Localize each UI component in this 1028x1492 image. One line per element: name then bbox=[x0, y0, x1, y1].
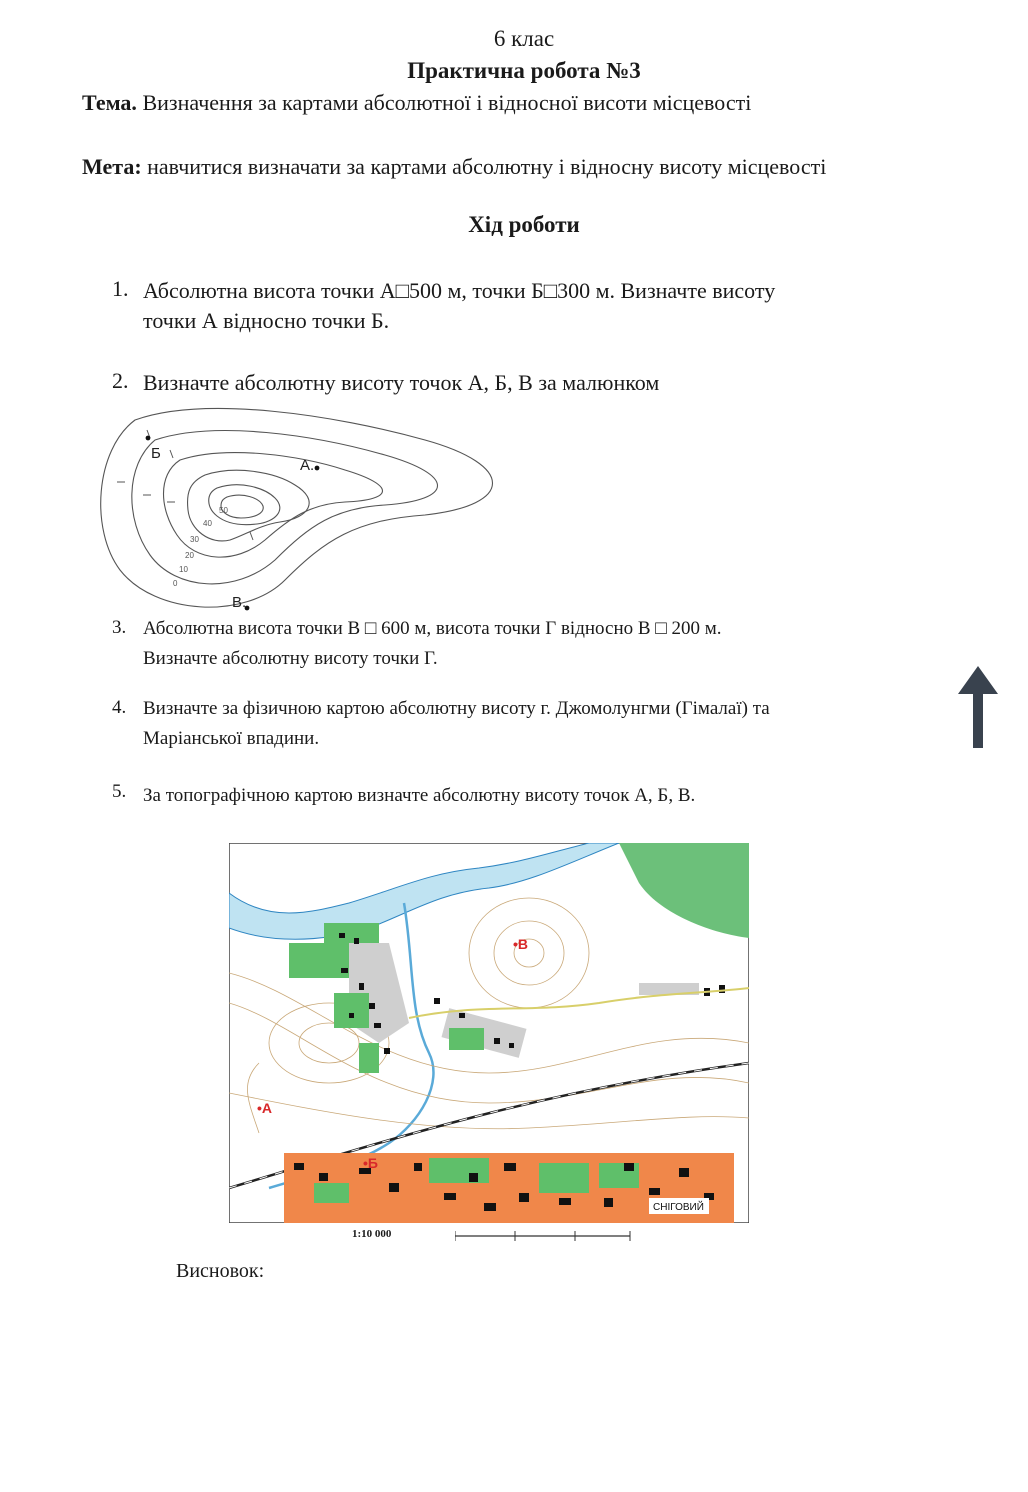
contour-label: 40 bbox=[203, 519, 212, 528]
task-text bbox=[143, 276, 775, 336]
contour-label: 20 bbox=[185, 551, 194, 560]
topic-text: Визначення за картами абсолютної і відносної висоти місцевості bbox=[142, 90, 752, 115]
steps-heading: Хід роботи bbox=[468, 212, 580, 237]
point-label-v: В. bbox=[232, 594, 247, 611]
goal-text: навчитися визначати за картами абсолютну і відносну висоту місцевості bbox=[147, 154, 827, 179]
topic-label: Тема. bbox=[82, 90, 137, 115]
contour-diagram bbox=[95, 400, 515, 620]
contour-line bbox=[188, 470, 310, 541]
contour-label: 50 bbox=[219, 506, 228, 515]
task-line: Визначте абсолютну висоту точок А, Б, В за малюнком bbox=[143, 370, 660, 395]
task-line: Визначте за фізичною картою абсолютну висоту г. Джомолунгми (Гімалаї) та bbox=[143, 698, 770, 719]
contour-label: 30 bbox=[190, 535, 199, 544]
goal-label: Мета: bbox=[82, 154, 142, 179]
conclusion-label: Висновок: bbox=[176, 1260, 265, 1282]
point-marker bbox=[146, 436, 151, 441]
task-number: 2. bbox=[112, 368, 129, 393]
point-label-a: А. bbox=[300, 457, 315, 474]
page-title: Практична робота №3 bbox=[407, 58, 641, 83]
topic bbox=[82, 90, 751, 116]
goal bbox=[82, 153, 912, 181]
scale-bar bbox=[455, 1226, 635, 1246]
map-point-v: •В bbox=[513, 936, 529, 952]
contour-line bbox=[209, 485, 280, 525]
grade: 6 клас bbox=[493, 26, 555, 51]
map-point-a: •А bbox=[257, 1100, 273, 1116]
task-line: Абсолютна висота точки А□500 м, точки Б□300 м. Визначте висоту bbox=[143, 278, 776, 303]
task-number: 4. bbox=[112, 697, 127, 718]
task-number: 1. bbox=[112, 276, 129, 301]
town-snigovyi bbox=[284, 1153, 734, 1223]
point-label-b: Б bbox=[151, 445, 161, 462]
scroll-up-arrow-icon[interactable] bbox=[958, 666, 998, 748]
task-text bbox=[143, 694, 770, 754]
map-point-b: •Б bbox=[363, 1155, 378, 1171]
task-line: Маріанської впадини. bbox=[143, 728, 320, 749]
task-text bbox=[143, 614, 722, 674]
task-line: точки А відносно точки Б. bbox=[143, 308, 390, 333]
contour-line bbox=[132, 431, 438, 584]
task-line: За топографічною картою визначте абсолютну висоту точок А, Б, В. bbox=[143, 785, 696, 806]
task-text bbox=[143, 781, 695, 811]
village-label: СНІГОВИЙ bbox=[653, 1202, 704, 1213]
contour-label: 0 bbox=[173, 579, 178, 588]
task-line: Визначте абсолютну висоту точки Г. bbox=[143, 648, 438, 669]
map-scale: 1:10 000 bbox=[352, 1228, 392, 1240]
task-line: Абсолютна висота точки В □ 600 м, висота точки Г відносно В □ 200 м. bbox=[143, 618, 722, 639]
task-text bbox=[143, 368, 659, 398]
point-marker bbox=[315, 466, 320, 471]
task-number: 3. bbox=[112, 617, 127, 638]
contour-label: 10 bbox=[179, 565, 188, 574]
topographic-map bbox=[229, 843, 749, 1223]
task-number: 5. bbox=[112, 781, 127, 802]
